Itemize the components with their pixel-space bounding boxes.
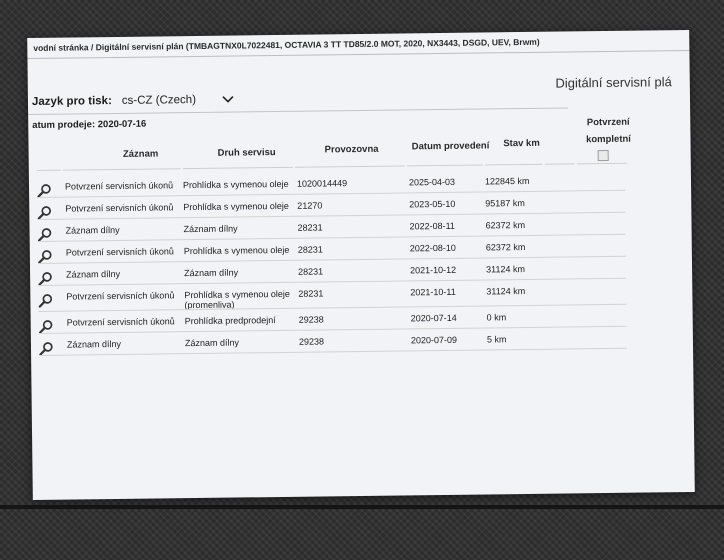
date-cell: 2022-08-11 <box>409 220 455 232</box>
record-cell: Potvrzení servisních úkonů <box>66 290 175 302</box>
date-cell: 2023-05-10 <box>409 198 456 210</box>
language-row <box>32 94 236 108</box>
confirmation-checkbox[interactable] <box>598 150 609 161</box>
service-type-cell: Záznam dílny <box>183 223 238 235</box>
service-type-note: (promenliva) <box>184 299 235 311</box>
language-label: Jazyk pro tisk: <box>31 95 112 109</box>
record-cell: Záznam dílny <box>66 338 122 350</box>
service-type-cell: Prohlídka predprodejní <box>184 315 276 327</box>
service-type-cell: Prohlídka s vymenou oleje <box>184 288 290 301</box>
mileage-cell: 62372 km <box>485 241 526 253</box>
magnifier-icon[interactable] <box>38 227 53 242</box>
date-cell: 2021-10-12 <box>410 264 457 276</box>
workshop-cell: 29238 <box>298 336 325 347</box>
record-cell: Záznam dílny <box>65 224 120 236</box>
seat-fold <box>0 505 724 509</box>
workshop-cell: 21270 <box>297 200 323 211</box>
language-divider <box>28 107 568 115</box>
row-divider <box>39 348 627 356</box>
sale-date: atum prodeje: 2020-07-16 <box>32 118 147 132</box>
mileage-cell: 95187 km <box>485 197 525 209</box>
date-cell: 2022-08-10 <box>409 242 456 254</box>
mileage-cell: 122845 km <box>484 175 530 187</box>
header-underline <box>183 167 293 169</box>
date-cell: 2020-07-09 <box>410 334 458 346</box>
date-cell: 2025-04-03 <box>408 176 456 188</box>
column-header-confirmation-line1: Potvrzení <box>586 116 630 129</box>
mileage-cell: 62372 km <box>485 219 526 231</box>
magnifier-icon[interactable] <box>38 293 53 308</box>
column-header-service-type: Druh servisu <box>217 147 276 159</box>
service-type-cell: Prohlídka s vymenou oleje <box>182 178 289 191</box>
service-type-cell: Záznam dílny <box>184 267 239 279</box>
page-title: Digitální servisní plá <box>555 74 672 91</box>
mileage-cell: 31124 km <box>486 285 526 297</box>
printed-page <box>27 30 695 500</box>
mileage-cell: 5 km <box>486 334 507 345</box>
record-cell: Potvrzení servisních úkonů <box>65 202 174 214</box>
page-header: vodní stránka / Digitální servisní plán (TMBAGTNX0L7022481, OCTAVIA 3 TT TD85/2.0 MOT, 2020, NX3443, DSGD, UEV, Brwm) <box>33 36 540 53</box>
record-cell: Potvrzení servisních úkonů <box>65 246 174 258</box>
header-underline <box>407 165 483 167</box>
header-underline <box>295 165 405 167</box>
chevron-down-icon <box>222 96 234 104</box>
workshop-cell: 1020014449 <box>296 178 348 189</box>
column-header-date: Datum provedení <box>411 140 490 153</box>
magnifier-icon[interactable] <box>37 183 52 198</box>
header-underline <box>63 168 181 170</box>
record-cell: Potvrzení servisních úkonů <box>64 180 174 192</box>
column-header-confirmation-line2: kompletní <box>585 133 631 146</box>
magnifier-icon[interactable] <box>39 319 54 334</box>
service-type-cell: Prohlídka s vymenou oleje <box>183 200 289 213</box>
workshop-cell: 28231 <box>297 244 323 255</box>
column-header-record: Záznam <box>122 148 159 160</box>
column-header-workshop: Provozovna <box>324 143 379 156</box>
record-cell: Potvrzení servisních úkonů <box>66 316 175 328</box>
magnifier-icon[interactable] <box>39 341 54 356</box>
magnifier-icon[interactable] <box>38 271 53 286</box>
header-underline <box>545 163 575 164</box>
service-type-cell: Prohlídka s vymenou oleje <box>183 244 290 257</box>
column-header-mileage: Stav km <box>503 137 540 150</box>
date-cell: 2020-07-14 <box>410 312 457 324</box>
record-cell: Záznam dílny <box>66 268 121 280</box>
language-value: cs-CZ (Czech) <box>121 94 197 107</box>
magnifier-icon[interactable] <box>38 249 53 264</box>
workshop-cell: 28231 <box>298 288 324 299</box>
header-underline <box>577 163 627 165</box>
service-type-cell: Záznam dílny <box>184 337 240 349</box>
workshop-cell: 29238 <box>298 314 324 325</box>
date-cell: 2021-10-11 <box>410 286 456 298</box>
language-select[interactable] <box>120 94 236 107</box>
workshop-cell: 28231 <box>297 222 323 233</box>
header-underline <box>37 170 61 171</box>
header-underline <box>485 164 543 166</box>
mileage-cell: 31124 km <box>486 263 525 275</box>
magnifier-icon[interactable] <box>37 205 52 220</box>
mileage-cell: 0 km <box>486 312 507 323</box>
workshop-cell: 28231 <box>298 266 324 277</box>
